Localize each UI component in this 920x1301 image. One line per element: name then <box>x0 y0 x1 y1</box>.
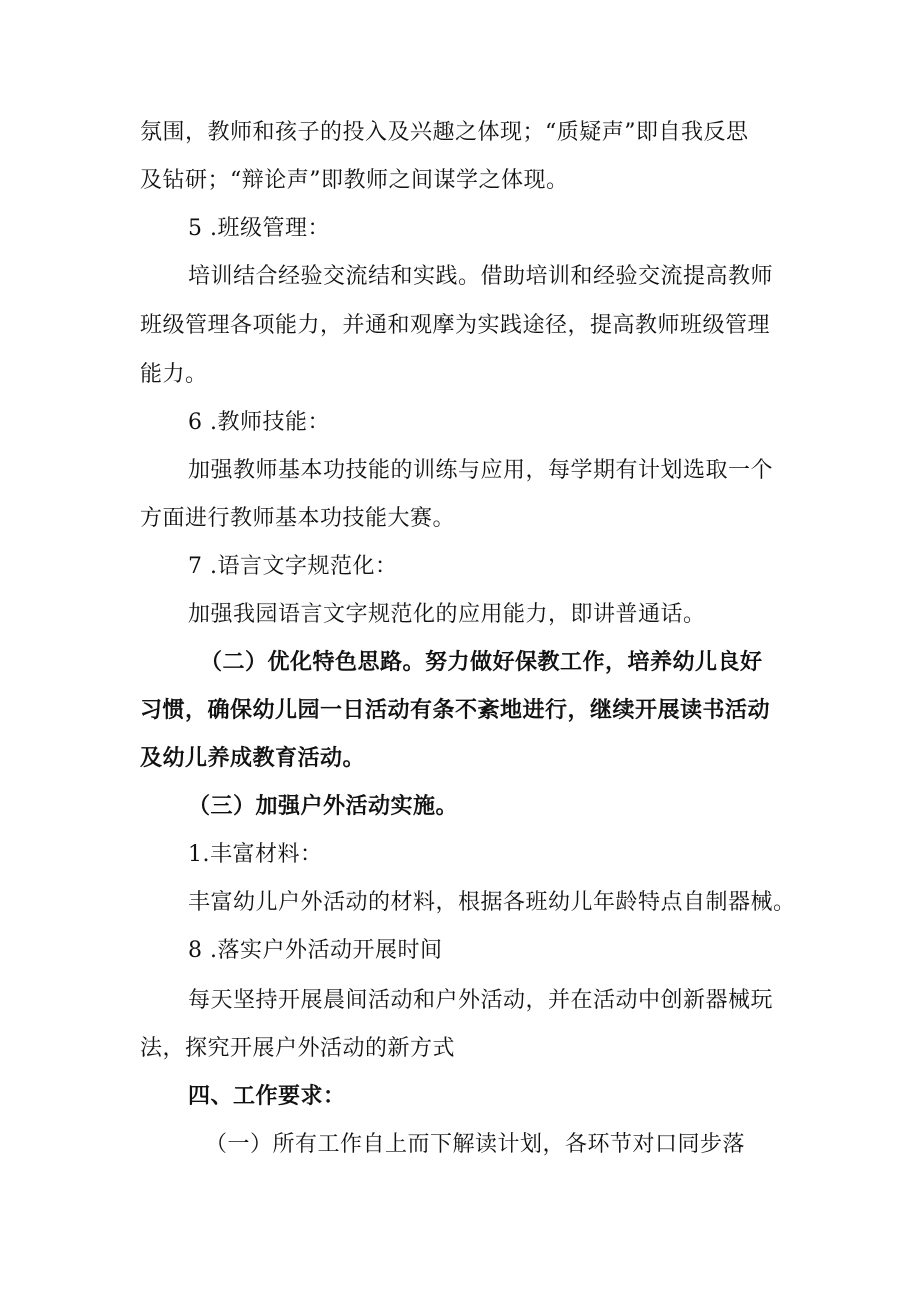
paragraph-line: 及钻研；“辩论声”即教师之间谋学之体现。 <box>140 168 569 193</box>
paragraph-line: 方面进行教师基本功技能大赛。 <box>140 506 456 531</box>
paragraph-line: 法，探究开展户外活动的新方式 <box>140 1036 456 1061</box>
bold-heading-line: （三）加强户外活动实施。 <box>188 794 459 819</box>
paragraph-line: 班级管理各项能力，并通和观摩为实践途径，提高教师班级管理 <box>140 313 771 338</box>
bold-heading-line: 四、工作要求： <box>188 1084 346 1109</box>
paragraph-line: （一）所有工作自上而下解读计划，各环节对口同步落 <box>205 1132 746 1157</box>
bold-heading-line: （二）优化特色思路。努力做好保教工作，培养幼儿良好 <box>200 650 763 675</box>
bold-heading-line: 及幼儿养成教育活动。 <box>140 746 366 771</box>
section-heading: 1.丰富材料： <box>188 842 323 867</box>
paragraph-line: 每天坚持开展晨间活动和户外活动，并在活动中创新器械玩 <box>188 988 774 1013</box>
section-heading: 8 .落实户外活动开展时间 <box>188 938 443 963</box>
paragraph-line: 能力。 <box>140 362 208 387</box>
section-heading: 6 .教师技能： <box>188 410 330 435</box>
paragraph-line: 培训结合经验交流结和实践。借助培训和经验交流提高教师 <box>188 264 774 289</box>
section-heading: 5 .班级管理： <box>188 216 330 241</box>
bold-heading-line: 习惯，确保幼儿园一日活动有条不紊地进行，继续开展读书活动 <box>140 698 771 723</box>
paragraph-line: 氛围，教师和孩子的投入及兴趣之体现；“质疑声”即自我反思 <box>140 120 749 145</box>
paragraph-line: 加强我园语言文字规范化的应用能力，即讲普通话。 <box>188 602 706 627</box>
paragraph-line: 丰富幼儿户外活动的材料，根据各班幼儿年龄特点自制器械。 <box>188 890 796 915</box>
section-heading: 7 .语言文字规范化： <box>188 554 398 579</box>
paragraph-line: 加强教师基本功技能的训练与应用，每学期有计划选取一个 <box>188 458 774 483</box>
